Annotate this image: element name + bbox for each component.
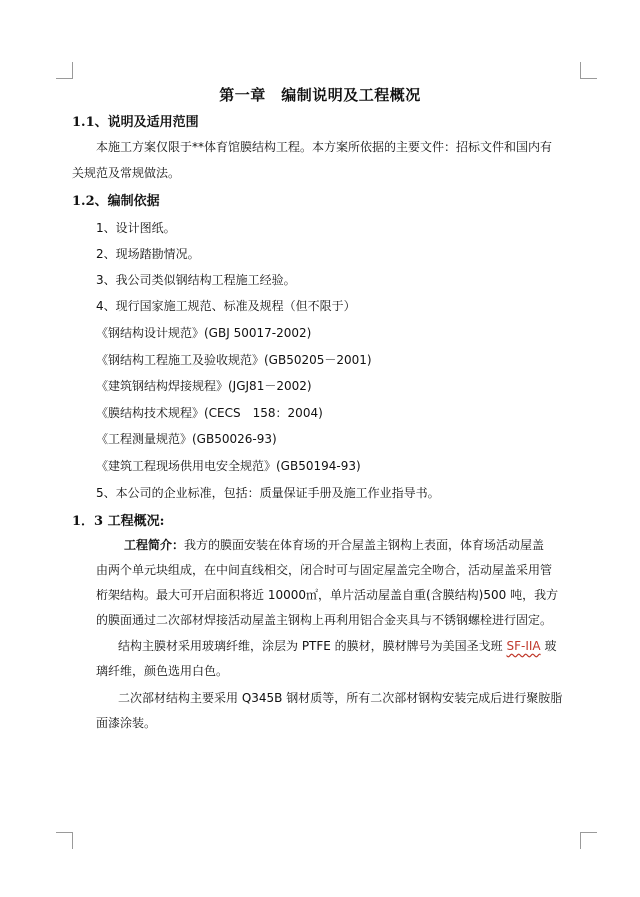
list-item: 1、设计图纸。 [96, 221, 176, 235]
paragraph-line: 璃纤维，颜色选用白色。 [96, 664, 229, 678]
list-item: 《膜结构技术规程》(CECS 158：2004) [96, 406, 323, 420]
paragraph-line: 面漆涂装。 [96, 716, 157, 730]
section-heading-1-3: 1．3 工程概况: [72, 514, 165, 529]
chapter-title: 第一章 编制说明及工程概况 [219, 86, 421, 104]
membrane-text: 结构主膜材采用玻璃纤维，涂层为 PTFE 的膜材，膜材牌号为美国圣戈班 [118, 639, 507, 653]
list-item: 5、本公司的企业标准，包括：质量保证手册及施工作业指导书。 [96, 486, 440, 500]
list-item: 2、现场踏勘情况。 [96, 247, 200, 261]
paragraph-line: 的膜面通过二次部材焊接活动屋盖主钢构上再利用铝合金夹具与不锈钢螺栓进行固定。 [96, 613, 553, 627]
crop-mark-top-right [580, 62, 597, 79]
paragraph-line: 本施工方案仅限于**体育馆膜结构工程。本方案所依据的主要文件：招标文件和国内有 [96, 140, 553, 154]
list-item: 《钢结构设计规范》(GBJ 50017-2002) [96, 326, 312, 340]
list-item: 《建筑工程现场供用电安全规范》(GB50194-93) [96, 459, 361, 473]
list-item: 4、现行国家施工规范、标准及规程（但不限于） [96, 299, 356, 313]
crop-mark-bottom-left [56, 832, 73, 849]
membrane-code: SF-IIA [506, 639, 541, 653]
list-item: 《钢结构工程施工及验收规范》(GB50205－2001) [96, 353, 372, 367]
list-item: 《工程测量规范》(GB50026-93) [96, 432, 277, 446]
intro-text: 我方的膜面安装在体育场的开合屋盖主钢构上表面，体育场活动屋盖 [184, 538, 545, 552]
paragraph-line: 二次部材结构主要采用 Q345B 钢材质等，所有二次部材钢构安装完成后进行聚胺脂 [118, 691, 563, 705]
membrane-text-end: 玻 [540, 639, 557, 653]
paragraph-line: 关规范及常规做法。 [72, 166, 181, 180]
intro-label: 工程简介： [124, 538, 185, 552]
list-item: 《建筑钢结构焊接规程》(JGJ81－2002) [96, 379, 312, 393]
paragraph-line [118, 633, 556, 659]
paragraph-line: 由两个单元块组成，在中间直线相交，闭合时可与固定屋盖完全吻合，活动屋盖采用管 [96, 563, 553, 577]
crop-mark-bottom-right [580, 832, 597, 849]
paragraph-line [124, 532, 544, 558]
section-heading-1-2: 1.2、编制依据 [72, 194, 160, 209]
paragraph-line: 桁架结构。最大可开启面积将近 10000㎡，单片活动屋盖自重(含膜结构)500 吨，我方 [96, 588, 559, 602]
crop-mark-top-left [56, 62, 73, 79]
list-item: 3、我公司类似钢结构工程施工经验。 [96, 273, 296, 287]
section-heading-1-1: 1.1、说明及适用范围 [72, 115, 199, 130]
